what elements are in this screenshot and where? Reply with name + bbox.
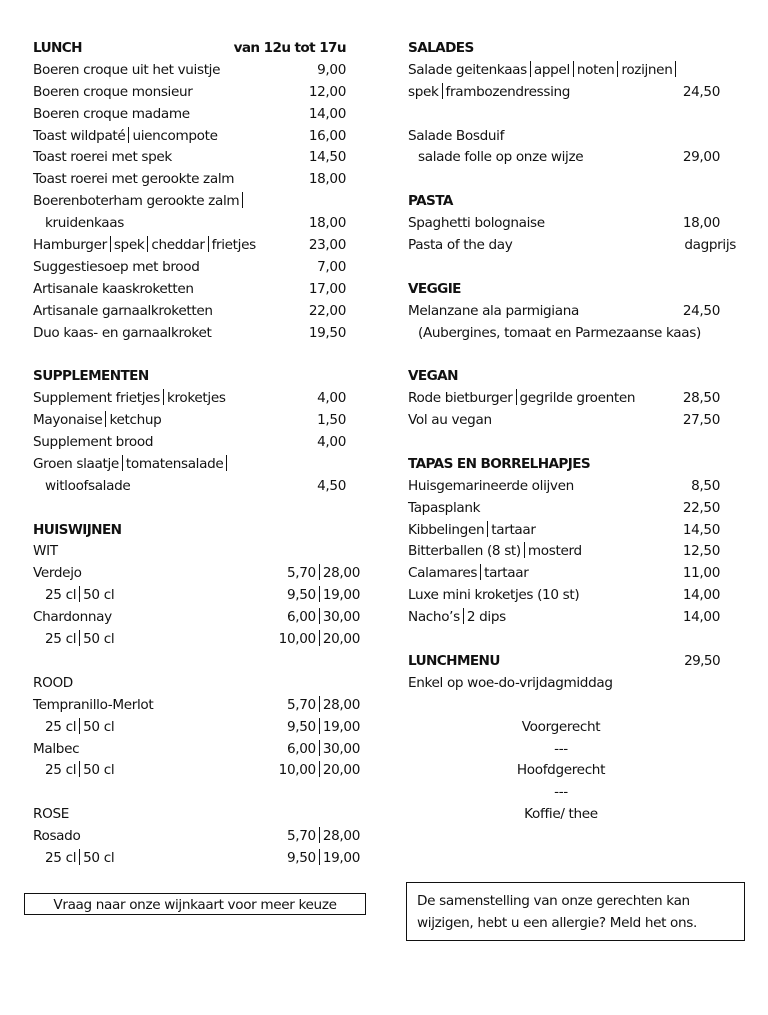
item-name: witloofsalade bbox=[45, 477, 131, 494]
item-price: 12,50 bbox=[682, 543, 720, 560]
divider-bar bbox=[79, 761, 80, 777]
item-name: Vol au vegan bbox=[408, 412, 492, 429]
rood-title: ROOD bbox=[33, 674, 73, 691]
supplementen-list bbox=[33, 388, 360, 497]
divider-bar bbox=[530, 61, 531, 77]
item-name: salade folle op onze wijze bbox=[418, 149, 584, 166]
course-3: Koffie/ thee bbox=[524, 806, 598, 823]
item-name: Artisanale kaaskroketten bbox=[33, 280, 194, 297]
lunchmenu-title: LUNCHMENU bbox=[408, 652, 500, 669]
menu-item bbox=[33, 82, 360, 104]
divider-bar bbox=[480, 564, 481, 580]
menu-item bbox=[408, 410, 738, 432]
item-price: 9,50 19,00 bbox=[286, 849, 360, 866]
item-price: 11,00 bbox=[682, 565, 720, 582]
tapas-list bbox=[408, 476, 738, 629]
menu-item bbox=[33, 476, 360, 498]
menu-item bbox=[408, 607, 738, 629]
item-name: 25 cl 50 cl bbox=[45, 762, 115, 779]
item-price: 12,00 bbox=[308, 83, 346, 100]
salades-list bbox=[408, 60, 738, 169]
item-name: Duo kaas- en garnaalkroket bbox=[33, 324, 212, 341]
divider-bar bbox=[442, 83, 443, 99]
veggie-list bbox=[408, 301, 738, 345]
pasta-list bbox=[408, 213, 738, 257]
lunchmenu-subtitle: Enkel op woe-do-vrijdagmiddag bbox=[408, 674, 613, 691]
menu-item bbox=[33, 739, 360, 761]
divider-bar bbox=[319, 761, 320, 777]
menu-item bbox=[408, 147, 738, 169]
item-name: 25 cl 50 cl bbox=[45, 631, 115, 648]
course-1: Voorgerecht bbox=[521, 718, 601, 735]
supplementen-title: SUPPLEMENTEN bbox=[33, 368, 149, 385]
rood-list bbox=[33, 695, 360, 783]
item-price: 24,50 bbox=[682, 83, 720, 100]
lunchmenu-price: 29,50 bbox=[684, 652, 720, 669]
item-name: Artisanale garnaalkroketten bbox=[33, 302, 213, 319]
divider-bar bbox=[226, 455, 227, 471]
divider-bar bbox=[319, 608, 320, 624]
menu-item bbox=[33, 585, 360, 607]
veggie-title: VEGGIE bbox=[408, 280, 461, 297]
item-name: Kibbelingen tartaar bbox=[408, 521, 536, 538]
item-price: 7,00 bbox=[317, 258, 346, 275]
item-name: Salade Bosduif bbox=[408, 127, 505, 144]
item-name: Toast roerei met gerookte zalm bbox=[33, 171, 235, 188]
divider-bar bbox=[79, 849, 80, 865]
menu-item bbox=[33, 279, 360, 301]
menu-item bbox=[33, 60, 360, 82]
item-price: 28,50 bbox=[682, 390, 720, 407]
menu-item bbox=[33, 826, 360, 848]
item-name: Tapasplank bbox=[408, 499, 481, 516]
divider-bar bbox=[147, 236, 148, 252]
item-name: Rosado bbox=[33, 828, 81, 845]
wit-title: WIT bbox=[33, 543, 58, 560]
item-name: Boerenboterham gerookte zalm bbox=[33, 193, 246, 209]
item-name: Suggestiesoep met brood bbox=[33, 258, 200, 275]
item-price: 17,00 bbox=[308, 280, 346, 297]
item-name: Luxe mini kroketjes (10 st) bbox=[408, 587, 580, 604]
item-name: 25 cl 50 cl bbox=[45, 587, 115, 604]
item-price: 14,00 bbox=[308, 105, 346, 122]
item-name: Mayonaise ketchup bbox=[33, 412, 162, 429]
item-price: 22,00 bbox=[308, 302, 346, 319]
item-price: 6,00 30,00 bbox=[286, 609, 360, 626]
item-name: Huisgemarineerde olijven bbox=[408, 477, 574, 494]
item-name: Salade geitenkaas appel noten rozijnen bbox=[408, 62, 679, 78]
divider-bar bbox=[122, 455, 123, 471]
item-name: Groen slaatje tomatensalade bbox=[33, 456, 230, 472]
menu-item bbox=[408, 563, 738, 585]
menu-item bbox=[408, 60, 738, 82]
item-price: 5,70 28,00 bbox=[286, 565, 360, 582]
item-name: Spaghetti bolognaise bbox=[408, 215, 545, 232]
divider-bar bbox=[242, 192, 243, 208]
rose-title: ROSE bbox=[33, 806, 69, 823]
menu-item bbox=[408, 585, 738, 607]
divider-bar bbox=[319, 827, 320, 843]
course-separator-1: --- bbox=[554, 740, 568, 757]
item-price: 4,00 bbox=[317, 390, 346, 407]
lunchmenu-courses bbox=[408, 717, 714, 826]
item-name: Boeren croque uit het vuistje bbox=[33, 61, 221, 78]
item-price: dagprijs bbox=[684, 237, 736, 254]
divider-bar bbox=[128, 127, 129, 143]
item-price: 4,00 bbox=[317, 434, 346, 451]
menu-item bbox=[33, 213, 360, 235]
divider-bar bbox=[516, 389, 517, 405]
item-price: 10,00 20,00 bbox=[278, 762, 360, 779]
item-price: 29,00 bbox=[682, 149, 720, 166]
menu-item bbox=[33, 607, 360, 629]
item-price: 18,00 bbox=[682, 215, 720, 232]
menu-item bbox=[33, 235, 360, 257]
left-column bbox=[33, 38, 360, 870]
course-separator-2: --- bbox=[554, 784, 568, 801]
item-name: Tempranillo-Merlot bbox=[33, 696, 154, 713]
item-name: Chardonnay bbox=[33, 609, 112, 626]
menu-item bbox=[408, 498, 738, 520]
item-price: 9,00 bbox=[317, 61, 346, 78]
divider-bar bbox=[319, 586, 320, 602]
menu-item bbox=[33, 563, 360, 585]
menu-item bbox=[408, 213, 738, 235]
lunchmenu-heading bbox=[408, 651, 738, 673]
item-name: Boeren croque monsieur bbox=[33, 83, 193, 100]
item-price: 1,50 bbox=[317, 412, 346, 429]
item-price: 9,50 19,00 bbox=[286, 587, 360, 604]
item-name: (Aubergines, tomaat en Parmezaanse kaas) bbox=[418, 324, 701, 341]
divider-bar bbox=[163, 389, 164, 405]
item-price: 8,50 bbox=[691, 477, 720, 494]
item-price: 19,50 bbox=[308, 324, 346, 341]
divider-bar bbox=[319, 718, 320, 734]
item-price: 18,00 bbox=[308, 171, 346, 188]
menu-item bbox=[33, 191, 360, 213]
item-name: Toast wildpaté uiencompote bbox=[33, 127, 218, 144]
menu-item bbox=[33, 848, 360, 870]
menu-item bbox=[408, 235, 738, 257]
menu-item bbox=[408, 541, 738, 563]
menu-item bbox=[33, 717, 360, 739]
right-column bbox=[408, 38, 738, 826]
item-name: Supplement brood bbox=[33, 434, 154, 451]
allergy-note: De samenstelling van onze gerechten kan wijzigen, hebt u een allergie? Meld het ons. bbox=[406, 882, 745, 941]
divider-bar bbox=[524, 542, 525, 558]
divider-bar bbox=[487, 521, 488, 537]
wine-list-note: Vraag naar onze wijnkaart voor meer keuze bbox=[24, 893, 366, 915]
course-2: Hoofdgerecht bbox=[516, 762, 606, 779]
menu-item bbox=[33, 126, 360, 148]
menu-item bbox=[33, 695, 360, 717]
item-price: 24,50 bbox=[682, 302, 720, 319]
divider-bar bbox=[208, 236, 209, 252]
vegan-list bbox=[408, 388, 738, 432]
menu-item bbox=[33, 301, 360, 323]
item-name: 25 cl 50 cl bbox=[45, 718, 115, 735]
tapas-title: TAPAS EN BORRELHAPJES bbox=[408, 455, 591, 472]
item-name: Melanzane ala parmigiana bbox=[408, 302, 579, 319]
item-name: Hamburger spek cheddar frietjes bbox=[33, 237, 256, 254]
menu-item bbox=[33, 629, 360, 651]
lunch-title: LUNCH bbox=[33, 40, 82, 56]
item-price: 16,00 bbox=[308, 127, 346, 144]
item-name: Verdejo bbox=[33, 565, 82, 582]
menu-item bbox=[33, 323, 360, 345]
item-name: Rode bietburger gegrilde groenten bbox=[408, 390, 636, 407]
divider-bar bbox=[319, 630, 320, 646]
item-name: kruidenkaas bbox=[45, 215, 124, 232]
item-name: Nacho’s 2 dips bbox=[408, 609, 506, 626]
item-name: spek frambozendressing bbox=[408, 83, 571, 100]
item-price: 4,50 bbox=[317, 477, 346, 494]
lunch-list bbox=[33, 60, 360, 345]
menu-item bbox=[33, 454, 360, 476]
menu-item bbox=[408, 520, 738, 542]
divider-bar bbox=[105, 411, 106, 427]
divider-bar bbox=[319, 564, 320, 580]
menu-item bbox=[33, 147, 360, 169]
salades-title: SALADES bbox=[408, 40, 474, 56]
menu-item bbox=[408, 388, 738, 410]
wit-list bbox=[33, 563, 360, 651]
divider-bar bbox=[319, 849, 320, 865]
menu-item bbox=[33, 257, 360, 279]
item-name: Toast roerei met spek bbox=[33, 149, 172, 166]
menu-item bbox=[33, 104, 360, 126]
item-name: Boeren croque madame bbox=[33, 105, 190, 122]
rose-list bbox=[33, 826, 360, 870]
item-name: Calamares tartaar bbox=[408, 565, 529, 582]
lunch-heading bbox=[33, 38, 360, 60]
divider-bar bbox=[463, 608, 464, 624]
menu-item bbox=[408, 82, 738, 104]
item-name: Pasta of the day bbox=[408, 237, 513, 254]
item-name: 25 cl 50 cl bbox=[45, 849, 115, 866]
pasta-title: PASTA bbox=[408, 193, 453, 210]
divider-bar bbox=[319, 740, 320, 756]
item-price: 23,00 bbox=[308, 237, 346, 254]
menu-item bbox=[33, 169, 360, 191]
menu-item bbox=[408, 301, 738, 323]
item-price: 14,00 bbox=[682, 587, 720, 604]
menu-item bbox=[33, 410, 360, 432]
item-price: 27,50 bbox=[682, 412, 720, 429]
divider-bar bbox=[319, 696, 320, 712]
item-price: 9,50 19,00 bbox=[286, 718, 360, 735]
divider-bar bbox=[110, 236, 111, 252]
divider-bar bbox=[573, 61, 574, 77]
item-price: 5,70 28,00 bbox=[286, 696, 360, 713]
item-name: Malbec bbox=[33, 740, 80, 757]
menu-item bbox=[408, 323, 738, 345]
divider-bar bbox=[79, 630, 80, 646]
menu-item bbox=[408, 476, 738, 498]
item-price: 14,00 bbox=[682, 609, 720, 626]
item-price: 22,50 bbox=[682, 499, 720, 516]
huiswijnen-title: HUISWIJNEN bbox=[33, 521, 122, 538]
item-price: 18,00 bbox=[308, 215, 346, 232]
item-price: 10,00 20,00 bbox=[278, 631, 360, 648]
divider-bar bbox=[79, 718, 80, 734]
lunch-hours: van 12u tot 17u bbox=[233, 40, 346, 56]
item-price: 14,50 bbox=[682, 521, 720, 538]
divider-bar bbox=[79, 586, 80, 602]
menu-item bbox=[33, 760, 360, 782]
menu-item bbox=[408, 126, 738, 148]
divider-bar bbox=[617, 61, 618, 77]
item-price: 5,70 28,00 bbox=[286, 828, 360, 845]
divider-bar bbox=[675, 61, 676, 77]
item-price: 14,50 bbox=[308, 149, 346, 166]
menu-item bbox=[33, 432, 360, 454]
item-price: 6,00 30,00 bbox=[286, 740, 360, 757]
vegan-title: VEGAN bbox=[408, 368, 458, 385]
menu-item bbox=[33, 388, 360, 410]
item-name: Supplement frietjes kroketjes bbox=[33, 390, 226, 407]
item-name: Bitterballen (8 st) mosterd bbox=[408, 543, 582, 560]
